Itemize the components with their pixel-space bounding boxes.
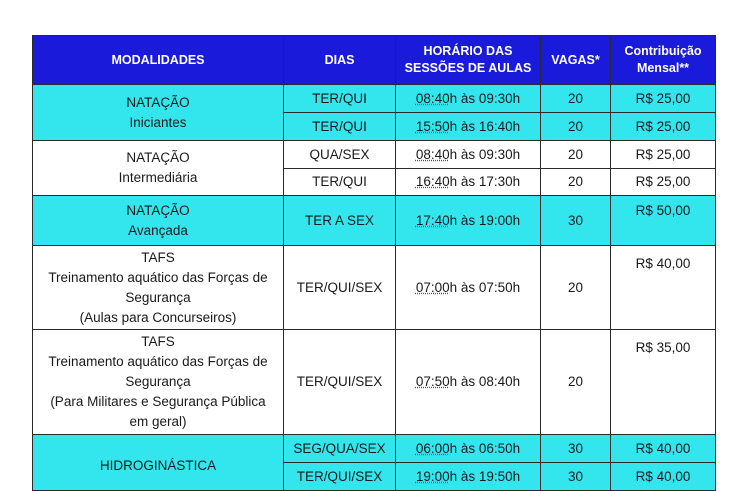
header-contribuicao: Contribuição Mensal** [611,36,716,85]
modalidade-natacao-intermediaria: NATAÇÃO Intermediária [33,141,284,196]
modalidade-tafs-concurseiros: TAFS Treinamento aquático das Forças de Segurança (Aulas para Concurseiros) [33,246,284,330]
preco-cell: R$ 25,00 [611,141,716,169]
schedule-table [32,35,716,491]
vagas-cell: 30 [541,196,611,246]
modalidade-natacao-iniciantes: NATAÇÃO Iniciantes [33,85,284,141]
dias-cell: TER/QUI/SEX [284,330,396,435]
table-row [33,246,716,330]
vagas-cell: 30 [541,463,611,491]
table-row [33,196,716,246]
table-row [33,85,716,113]
table-row [33,141,716,169]
preco-cell: R$ 40,00 [611,246,716,330]
dias-cell: QUA/SEX [284,141,396,169]
vagas-cell: 20 [541,85,611,113]
preco-cell: R$ 25,00 [611,169,716,196]
preco-cell: R$ 25,00 [611,113,716,141]
schedule-table-container [32,35,716,491]
table-row [33,330,716,435]
vagas-cell: 20 [541,169,611,196]
header-dias: DIAS [284,36,396,85]
preco-cell: R$ 40,00 [611,435,716,463]
horario-cell: 17:40h às 19:00h [396,196,541,246]
table-row [33,435,716,463]
horario-cell: 08:40h às 09:30h [396,141,541,169]
horario-cell: 07:50h às 08:40h [396,330,541,435]
dias-cell: TER/QUI/SEX [284,463,396,491]
vagas-cell: 30 [541,435,611,463]
modalidade-natacao-avancada: NATAÇÃO Avançada [33,196,284,246]
vagas-cell: 20 [541,330,611,435]
vagas-cell: 20 [541,113,611,141]
horario-cell: 19:00h às 19:50h [396,463,541,491]
dias-cell: TER A SEX [284,196,396,246]
horario-cell: 16:40h às 17:30h [396,169,541,196]
header-vagas: VAGAS* [541,36,611,85]
horario-cell: 06:00h às 06:50h [396,435,541,463]
dias-cell: TER/QUI [284,113,396,141]
preco-cell: R$ 35,00 [611,330,716,435]
preco-cell: R$ 25,00 [611,85,716,113]
modalidade-tafs-militares: TAFS Treinamento aquático das Forças de Segurança (Para Militares e Segurança Pública em geral) [33,330,284,435]
vagas-cell: 20 [541,246,611,330]
horario-cell: 15:50h às 16:40h [396,113,541,141]
preco-cell: R$ 50,00 [611,196,716,246]
dias-cell: SEG/QUA/SEX [284,435,396,463]
header-row [33,36,716,85]
horario-cell: 07:00h às 07:50h [396,246,541,330]
header-horario: HORÁRIO DAS SESSÕES DE AULAS [396,36,541,85]
header-modalidades: MODALIDADES [33,36,284,85]
modalidade-hidroginastica: HIDROGINÁSTICA [33,435,284,491]
dias-cell: TER/QUI [284,169,396,196]
horario-cell: 08:40h às 09:30h [396,85,541,113]
vagas-cell: 20 [541,141,611,169]
preco-cell: R$ 40,00 [611,463,716,491]
dias-cell: TER/QUI/SEX [284,246,396,330]
dias-cell: TER/QUI [284,85,396,113]
